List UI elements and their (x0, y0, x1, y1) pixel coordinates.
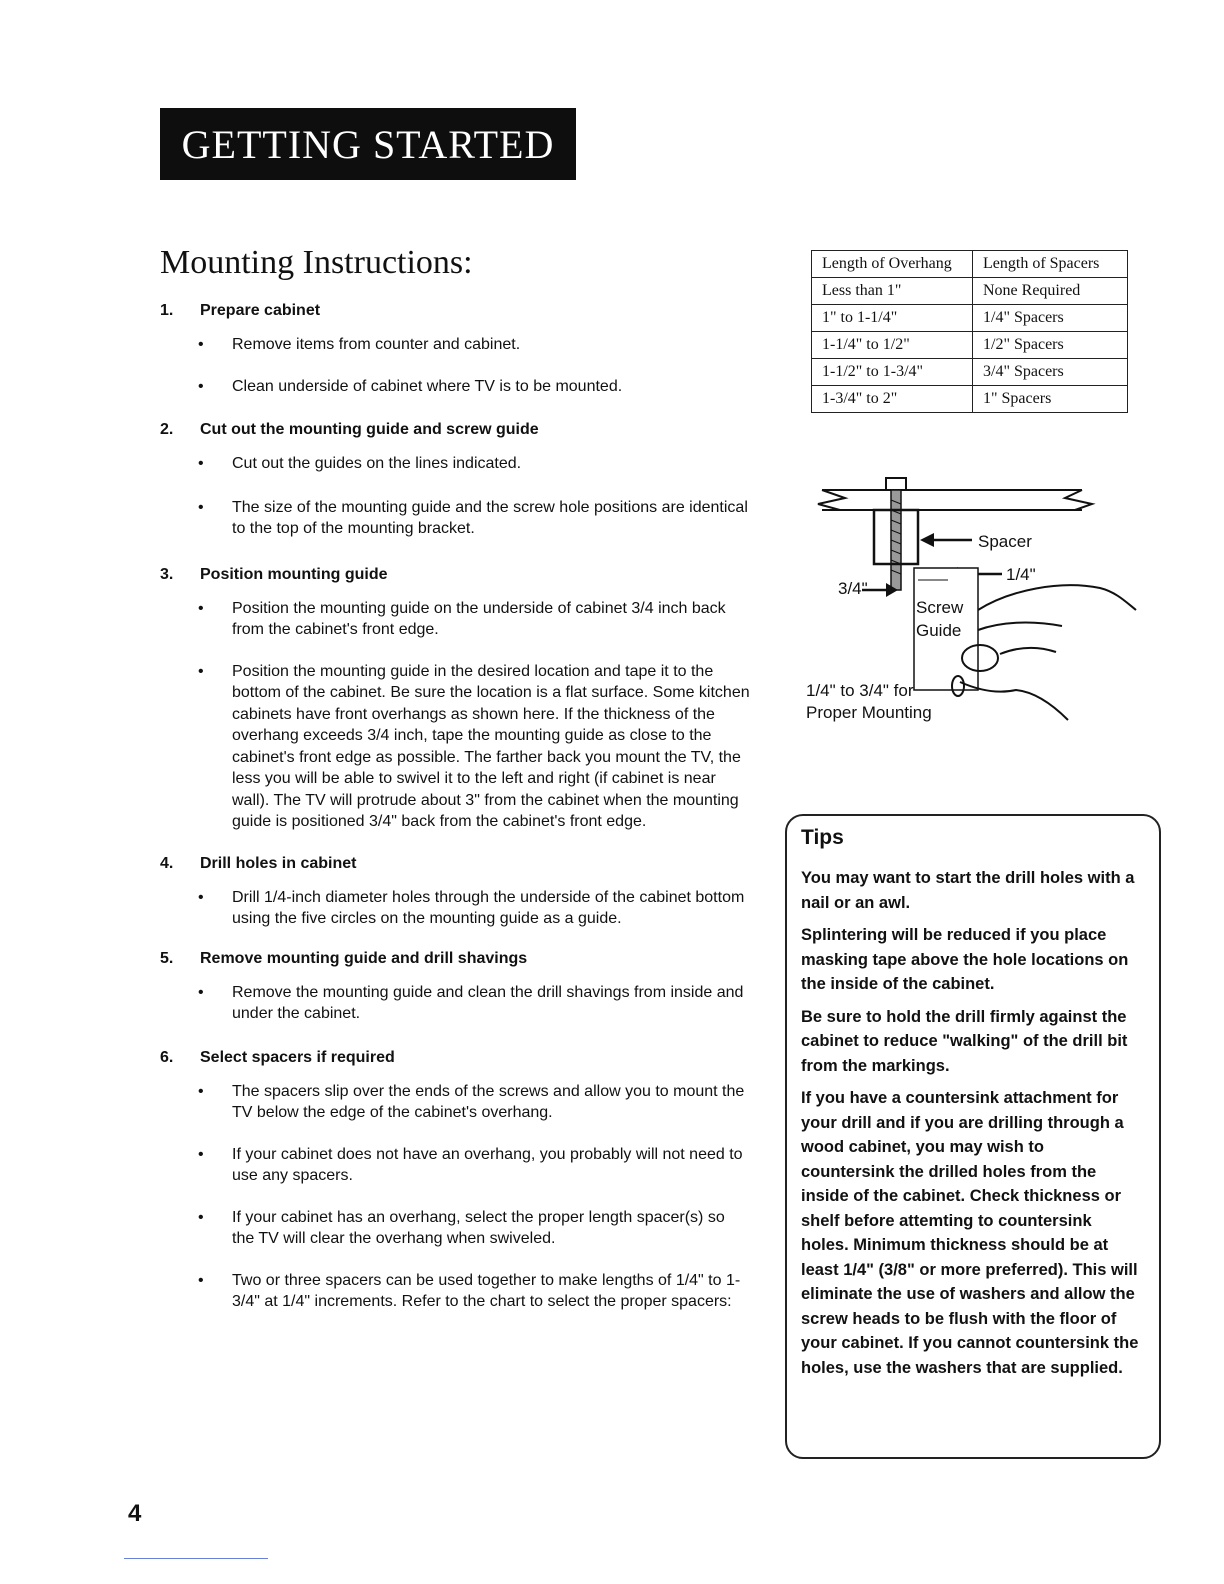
table-cell: 1/4" Spacers (973, 305, 1128, 332)
hand-illustration (952, 585, 1136, 720)
tips-box (785, 814, 1161, 1459)
step (160, 421, 750, 540)
table-row (812, 278, 1128, 305)
table-header-row (812, 251, 1128, 278)
table-row (812, 305, 1128, 332)
step-title: Cut out the mounting guide and screw guide (200, 421, 539, 438)
step-number: 2. (160, 421, 174, 438)
step (160, 302, 750, 397)
table-cell: 1" Spacers (973, 386, 1128, 413)
tip-item: Be sure to hold the drill firmly against the cabinet to reduce "walking" of the drill bit from the markings. (801, 1007, 1128, 1075)
tip-item: If you have a countersink attachment for your drill and if you are drilling through a wood cabinet, you may wish to countersink the drilled holes from the inside of the cabinet. Check thickness or shelf before attemting to countersink holes. Minimum thickness should be at least 1/4" (3/8" or more preferred). This will eliminate the use of washers and allow the screw heads to be flush with the floor of your cabinet. If you cannot countersink the holes, use the washers that are supplied. (801, 1089, 1139, 1377)
step-bullet: • The size of the mounting guide and the screw hole positions are identical to the top of the mounting bracket. (160, 497, 750, 540)
step-heading (160, 1049, 750, 1067)
step-heading (160, 302, 750, 320)
section-banner: GETTING STARTED (160, 108, 576, 180)
table-cell: 3/4" Spacers (973, 359, 1128, 386)
step-bullet: • Position the mounting guide on the underside of cabinet 3/4 inch back from the cabinet's front edge. (160, 598, 750, 641)
step-heading (160, 950, 750, 968)
table-cell: 1-3/4" to 2" (812, 386, 973, 413)
spacer-length-table (811, 250, 1128, 413)
step (160, 950, 750, 1025)
spacer-label: Spacer (978, 532, 1032, 551)
step (160, 855, 750, 930)
step-bullet: • Drill 1/4-inch diameter holes through the underside of the cabinet bottom using the five circles on the mounting guide as a guide. (160, 887, 750, 930)
step-bullet: • If your cabinet has an overhang, select the proper length spacer(s) so the TV will clear the overhang when swiveled. (160, 1207, 750, 1250)
table-row (812, 359, 1128, 386)
step-bullet: • Two or three spacers can be used together to make lengths of 1/4" to 1-3/4" at 1/4" increments. Refer to the chart to select the proper spacers: (160, 1270, 750, 1313)
step-number: 5. (160, 949, 174, 967)
step-number: 6. (160, 1048, 174, 1066)
table-row (812, 332, 1128, 359)
screw-illustration (886, 478, 906, 590)
page-number: 4 (128, 1500, 142, 1527)
table-row (812, 386, 1128, 413)
arrow-head-icon (920, 533, 934, 547)
table-cell: 1-1/4" to 1/2" (812, 332, 973, 359)
proper-mounting-label: 1/4" to 3/4" for (806, 681, 914, 700)
page-title: Mounting Instructions: (160, 244, 473, 281)
step-bullet: • Clean underside of cabinet where TV is to be mounted. (160, 376, 750, 398)
footer-rule (124, 1558, 268, 1559)
step-title: Drill holes in cabinet (200, 854, 357, 872)
step-number: 4. (160, 854, 174, 872)
step-heading (160, 421, 750, 439)
step (160, 1049, 750, 1313)
table-cell: None Required (973, 278, 1128, 305)
tips-title: Tips (801, 826, 844, 849)
cabinet-shelf-illustration (818, 490, 1092, 510)
step-bullet: • Remove the mounting guide and clean the drill shavings from inside and under the cabinet. (160, 982, 750, 1025)
three-quarter-inch-label: 3/4" (838, 579, 868, 598)
step-bullet: • Cut out the guides on the lines indicated. (160, 453, 750, 475)
column-header: Length of Overhang (812, 251, 973, 278)
table-cell: 1-1/2" to 1-3/4" (812, 359, 973, 386)
step-bullet: • Remove items from counter and cabinet. (160, 334, 750, 356)
step-heading (160, 855, 750, 873)
step-title: Position mounting guide (200, 565, 388, 583)
screw-guide-label: Guide (916, 621, 962, 640)
step-bullet: • If your cabinet does not have an overhang, you probably will not need to use any spacers. (160, 1144, 750, 1187)
table-cell: 1" to 1-1/4" (812, 305, 973, 332)
step-number: 3. (160, 565, 174, 583)
screw-guide-label: Screw (916, 598, 964, 617)
step-title: Prepare cabinet (200, 302, 321, 319)
step-bullet: • Position the mounting guide in the desired location and tape it to the bottom of the cabinet. Be sure the location is a flat surface. Some kitchen cabinets have front overhangs as shown here. If the thickness of the overhang exceeds 3/4 inch, tape the mounting guide as close to the cabinet's front edge as possible. The farther back you mount the TV, the less you will be able to swivel it to the left and right (if cabinet is near wall). The TV will protrude about 3" from the cabinet when the mounting guide is positioned 3/4" back from the cabinet's front edge. (160, 661, 750, 833)
tip-item: You may want to start the drill holes with a nail or an awl. (801, 869, 1135, 912)
step-title: Select spacers if required (200, 1048, 395, 1066)
table-cell: Less than 1" (812, 278, 973, 305)
mounting-diagram (800, 470, 1160, 740)
step-bullet: • The spacers slip over the ends of the screws and allow you to mount the TV below the edge of the cabinet's overhang. (160, 1081, 750, 1124)
step-title: Remove mounting guide and drill shavings (200, 949, 528, 967)
steps-list (160, 302, 750, 1329)
step-number: 1. (160, 302, 174, 319)
column-header: Length of Spacers (973, 251, 1128, 278)
quarter-inch-label: 1/4" (1006, 565, 1036, 584)
proper-mounting-label: Proper Mounting (806, 703, 932, 722)
step-heading (160, 566, 750, 584)
step (160, 566, 750, 833)
table-cell: 1/2" Spacers (973, 332, 1128, 359)
tip-item: Splintering will be reduced if you place masking tape above the hole locations on the inside of the cabinet. (801, 926, 1129, 993)
